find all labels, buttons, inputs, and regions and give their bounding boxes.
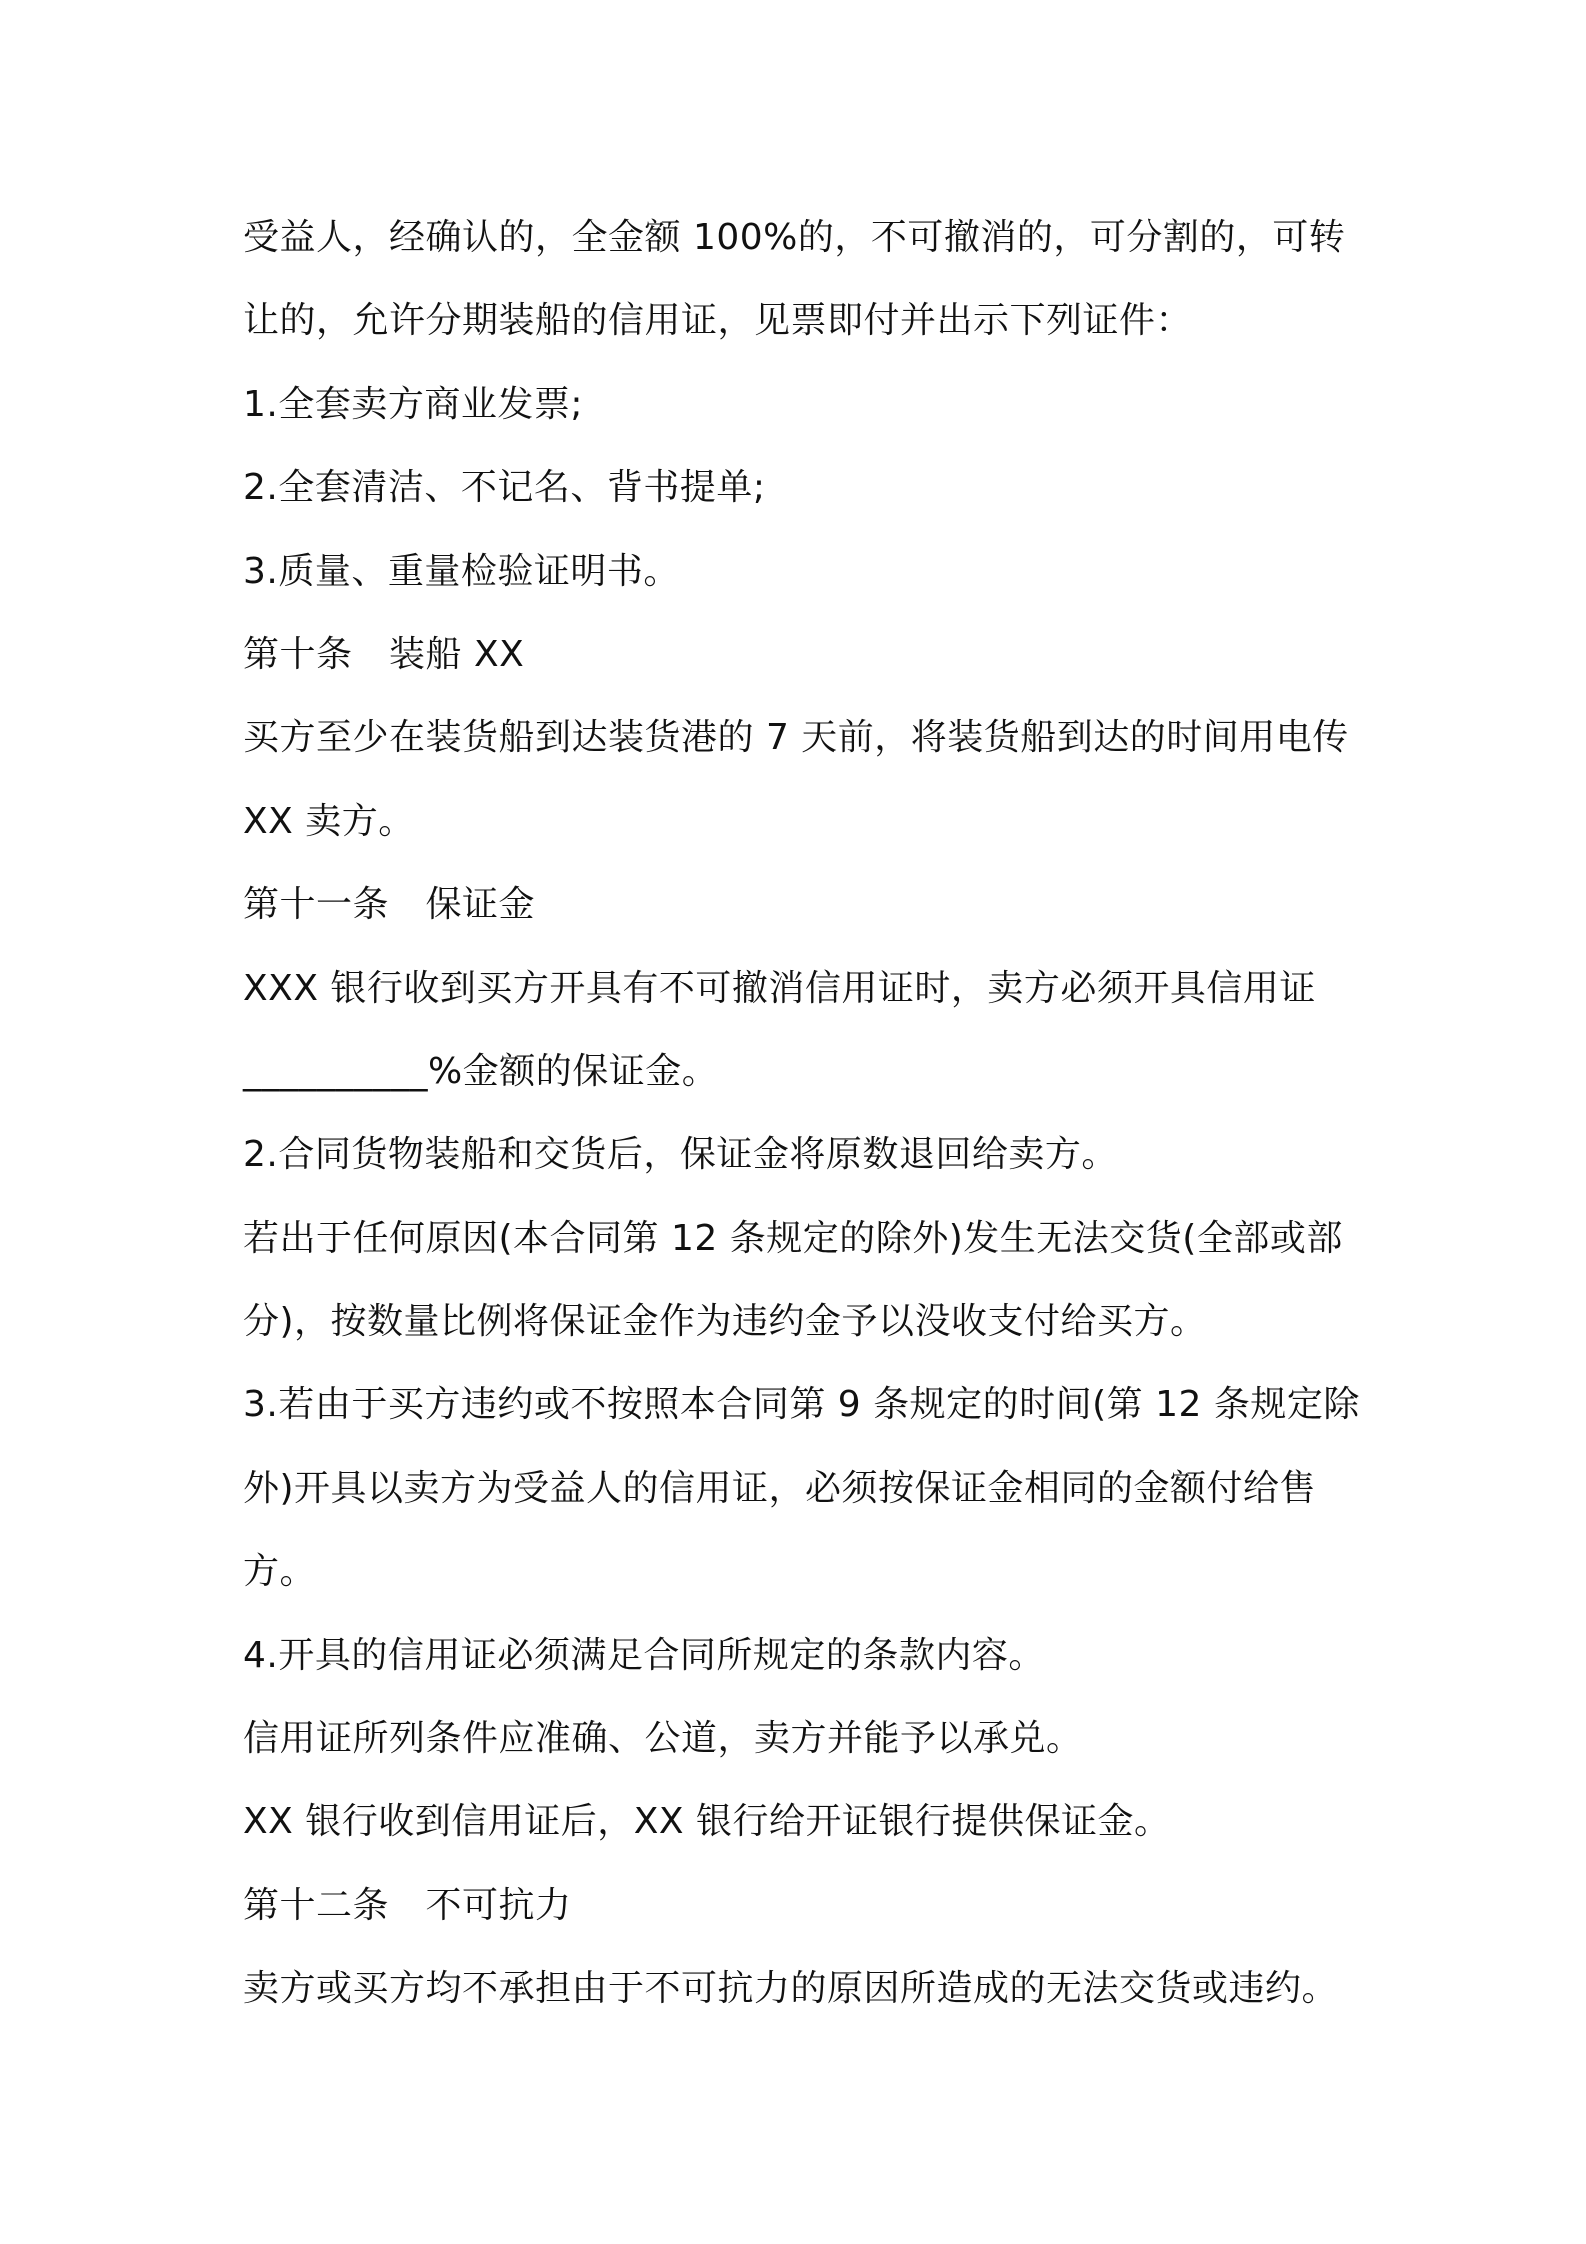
text-line: 卖方或买方均不承担由于不可抗力的原因所造成的无法交货或违约。 bbox=[243, 1968, 1339, 2010]
text-line: XX 银行收到信用证后，XX 银行给开证银行提供保证金。 bbox=[243, 1801, 1171, 1843]
text-line: 方。 bbox=[243, 1551, 317, 1593]
text-line: 外)开具以卖方为受益人的信用证，必须按保证金相同的金额付给售 bbox=[243, 1467, 1317, 1509]
list-item: 1.全套卖方商业发票; bbox=[243, 383, 583, 425]
text-line: XXX 银行收到买方开具有不可撤消信用证时，卖方必须开具信用证 bbox=[243, 967, 1316, 1009]
list-item: 2.合同货物装船和交货后，保证金将原数退回给卖方。 bbox=[243, 1134, 1118, 1176]
list-item: 3.若由于买方违约或不按照本合同第 9 条规定的时间(第 12 条规定除 bbox=[243, 1384, 1360, 1426]
text-line: 受益人，经确认的，全金额 100%的，不可撤消的，可分割的，可转 bbox=[243, 217, 1346, 258]
section-heading: 第十条 装船 XX bbox=[243, 633, 525, 675]
list-item: 2.全套清洁、不记名、背书提单; bbox=[243, 467, 766, 509]
text-line: 信用证所列条件应准确、公道，卖方并能予以承兑。 bbox=[243, 1718, 1083, 1760]
text-line: XX 卖方。 bbox=[243, 800, 415, 842]
section-heading: 第十二条 不可抗力 bbox=[243, 1884, 572, 1926]
list-item: 3.质量、重量检验证明书。 bbox=[243, 550, 680, 592]
document-body bbox=[243, 196, 1363, 2031]
text-line: __________%金额的保证金。 bbox=[243, 1050, 719, 1092]
text-line: 分)，按数量比例将保证金作为违约金予以没收支付给买方。 bbox=[243, 1301, 1207, 1343]
text-line: 让的，允许分期装船的信用证，见票即付并出示下列证件： bbox=[243, 300, 1193, 342]
section-heading: 第十一条 保证金 bbox=[243, 884, 536, 926]
text-line: 买方至少在装货船到达装货港的 7 天前，将装货船到达的时间用电传 bbox=[243, 717, 1349, 759]
list-item: 4.开具的信用证必须满足合同所规定的条款内容。 bbox=[243, 1634, 1045, 1676]
text-line: 若出于任何原因(本合同第 12 条规定的除外)发生无法交货(全部或部 bbox=[243, 1217, 1343, 1259]
